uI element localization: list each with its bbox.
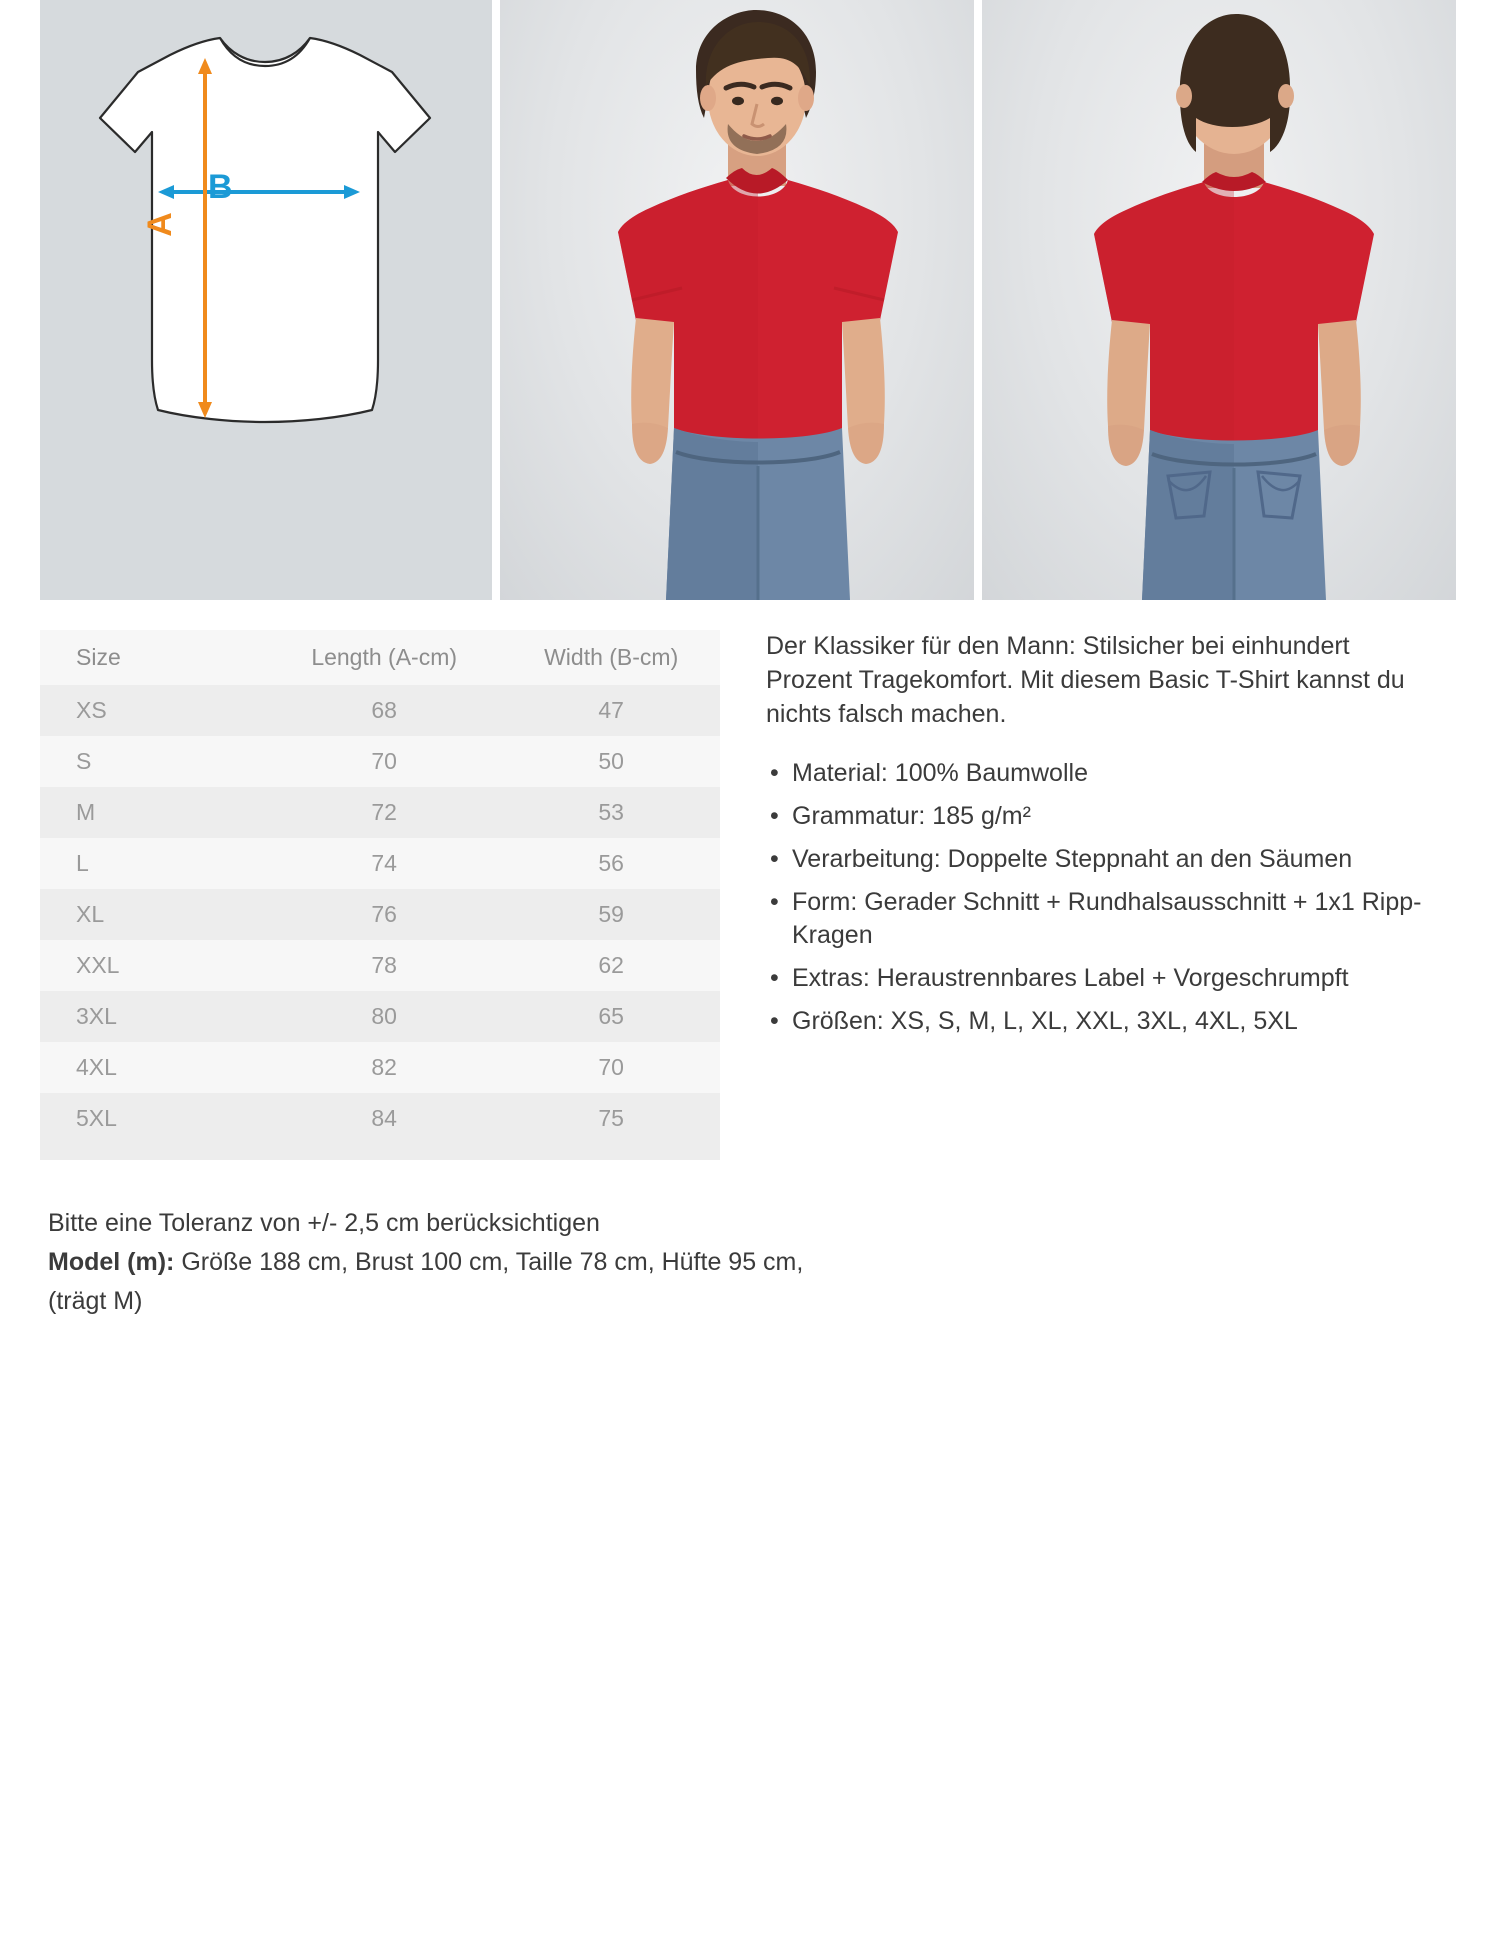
size-table-body xyxy=(40,685,720,1144)
cell-length: 74 xyxy=(371,850,397,876)
table-header-row xyxy=(40,630,720,685)
cell-size: XS xyxy=(76,697,107,723)
cell-length: 70 xyxy=(371,748,397,774)
model-front-photo xyxy=(500,0,974,600)
table-bottom-strip xyxy=(40,1144,720,1160)
table-row xyxy=(40,991,720,1042)
cell-size: S xyxy=(76,748,92,774)
header-size: Size xyxy=(40,630,266,685)
cell-size: 4XL xyxy=(76,1054,117,1080)
table-row xyxy=(40,1093,720,1144)
cell-size: XL xyxy=(76,901,105,927)
cell-size: L xyxy=(76,850,89,876)
cell-length: 78 xyxy=(371,952,397,978)
list-item: • Form: Gerader Schnitt + Rundhalsausschnitt + 1x1 Ripp-Kragen xyxy=(766,886,1426,954)
cell-size: XXL xyxy=(76,952,120,978)
cell-length: 82 xyxy=(371,1054,397,1080)
dimension-label-b: B xyxy=(208,168,233,206)
size-table xyxy=(40,630,720,1144)
model-front-illustration xyxy=(500,0,974,600)
cell-width: 65 xyxy=(598,1003,624,1029)
table-row xyxy=(40,787,720,838)
table-row xyxy=(40,685,720,736)
cell-width: 56 xyxy=(598,850,624,876)
cell-size: 3XL xyxy=(76,1003,117,1029)
table-row xyxy=(40,889,720,940)
cell-width: 53 xyxy=(598,799,624,825)
table-row xyxy=(40,736,720,787)
cell-width: 50 xyxy=(598,748,624,774)
product-image-row xyxy=(0,0,1496,600)
table-row xyxy=(40,838,720,889)
product-content xyxy=(0,600,1496,1160)
cell-width: 75 xyxy=(598,1105,624,1131)
table-row xyxy=(40,940,720,991)
cell-length: 84 xyxy=(371,1105,397,1131)
size-notes xyxy=(0,1160,848,1320)
cell-width: 47 xyxy=(598,697,624,723)
cell-length: 68 xyxy=(371,697,397,723)
cell-size: 5XL xyxy=(76,1105,117,1131)
product-description xyxy=(766,630,1426,1160)
cell-size: M xyxy=(76,799,96,825)
tshirt-outline-icon xyxy=(40,0,492,600)
cell-length: 80 xyxy=(371,1003,397,1029)
feature-list xyxy=(766,757,1426,1038)
cell-length: 76 xyxy=(371,901,397,927)
list-item: • Grammatur: 185 g/m² xyxy=(766,800,1426,834)
model-back-illustration xyxy=(982,0,1456,600)
list-item: • Material: 100% Baumwolle xyxy=(766,757,1426,791)
description-intro: Der Klassiker für den Mann: Stilsicher bei einhundert Prozent Tragekomfort. Mit diesem Basic T-Shirt kannst du nichts falsch machen. xyxy=(766,632,1405,728)
table-row xyxy=(40,1042,720,1093)
model-label: Model (m): xyxy=(48,1247,175,1276)
dimension-label-a: A xyxy=(140,212,179,237)
list-item: • Größen: XS, S, M, L, XL, XXL, 3XL, 4XL, 5XL xyxy=(766,1005,1426,1039)
size-diagram-panel xyxy=(40,0,492,600)
header-width: Width (B-cm) xyxy=(502,630,720,685)
list-item: • Extras: Heraustrennbares Label + Vorgeschrumpft xyxy=(766,962,1426,996)
size-table-wrapper xyxy=(40,630,720,1160)
tolerance-note: Bitte eine Toleranz von +/- 2,5 cm berücksichtigen xyxy=(48,1209,600,1237)
cell-width: 70 xyxy=(598,1054,624,1080)
cell-length: 72 xyxy=(371,799,397,825)
header-length: Length (A-cm) xyxy=(266,630,502,685)
model-back-photo xyxy=(982,0,1456,600)
cell-width: 62 xyxy=(598,952,624,978)
cell-width: 59 xyxy=(598,901,624,927)
model-measurements: Größe 188 cm, Brust 100 cm, Taille 78 cm, Hüfte 95 cm, (trägt M) xyxy=(48,1247,804,1315)
list-item: • Verarbeitung: Doppelte Steppnaht an den Säumen xyxy=(766,843,1426,877)
